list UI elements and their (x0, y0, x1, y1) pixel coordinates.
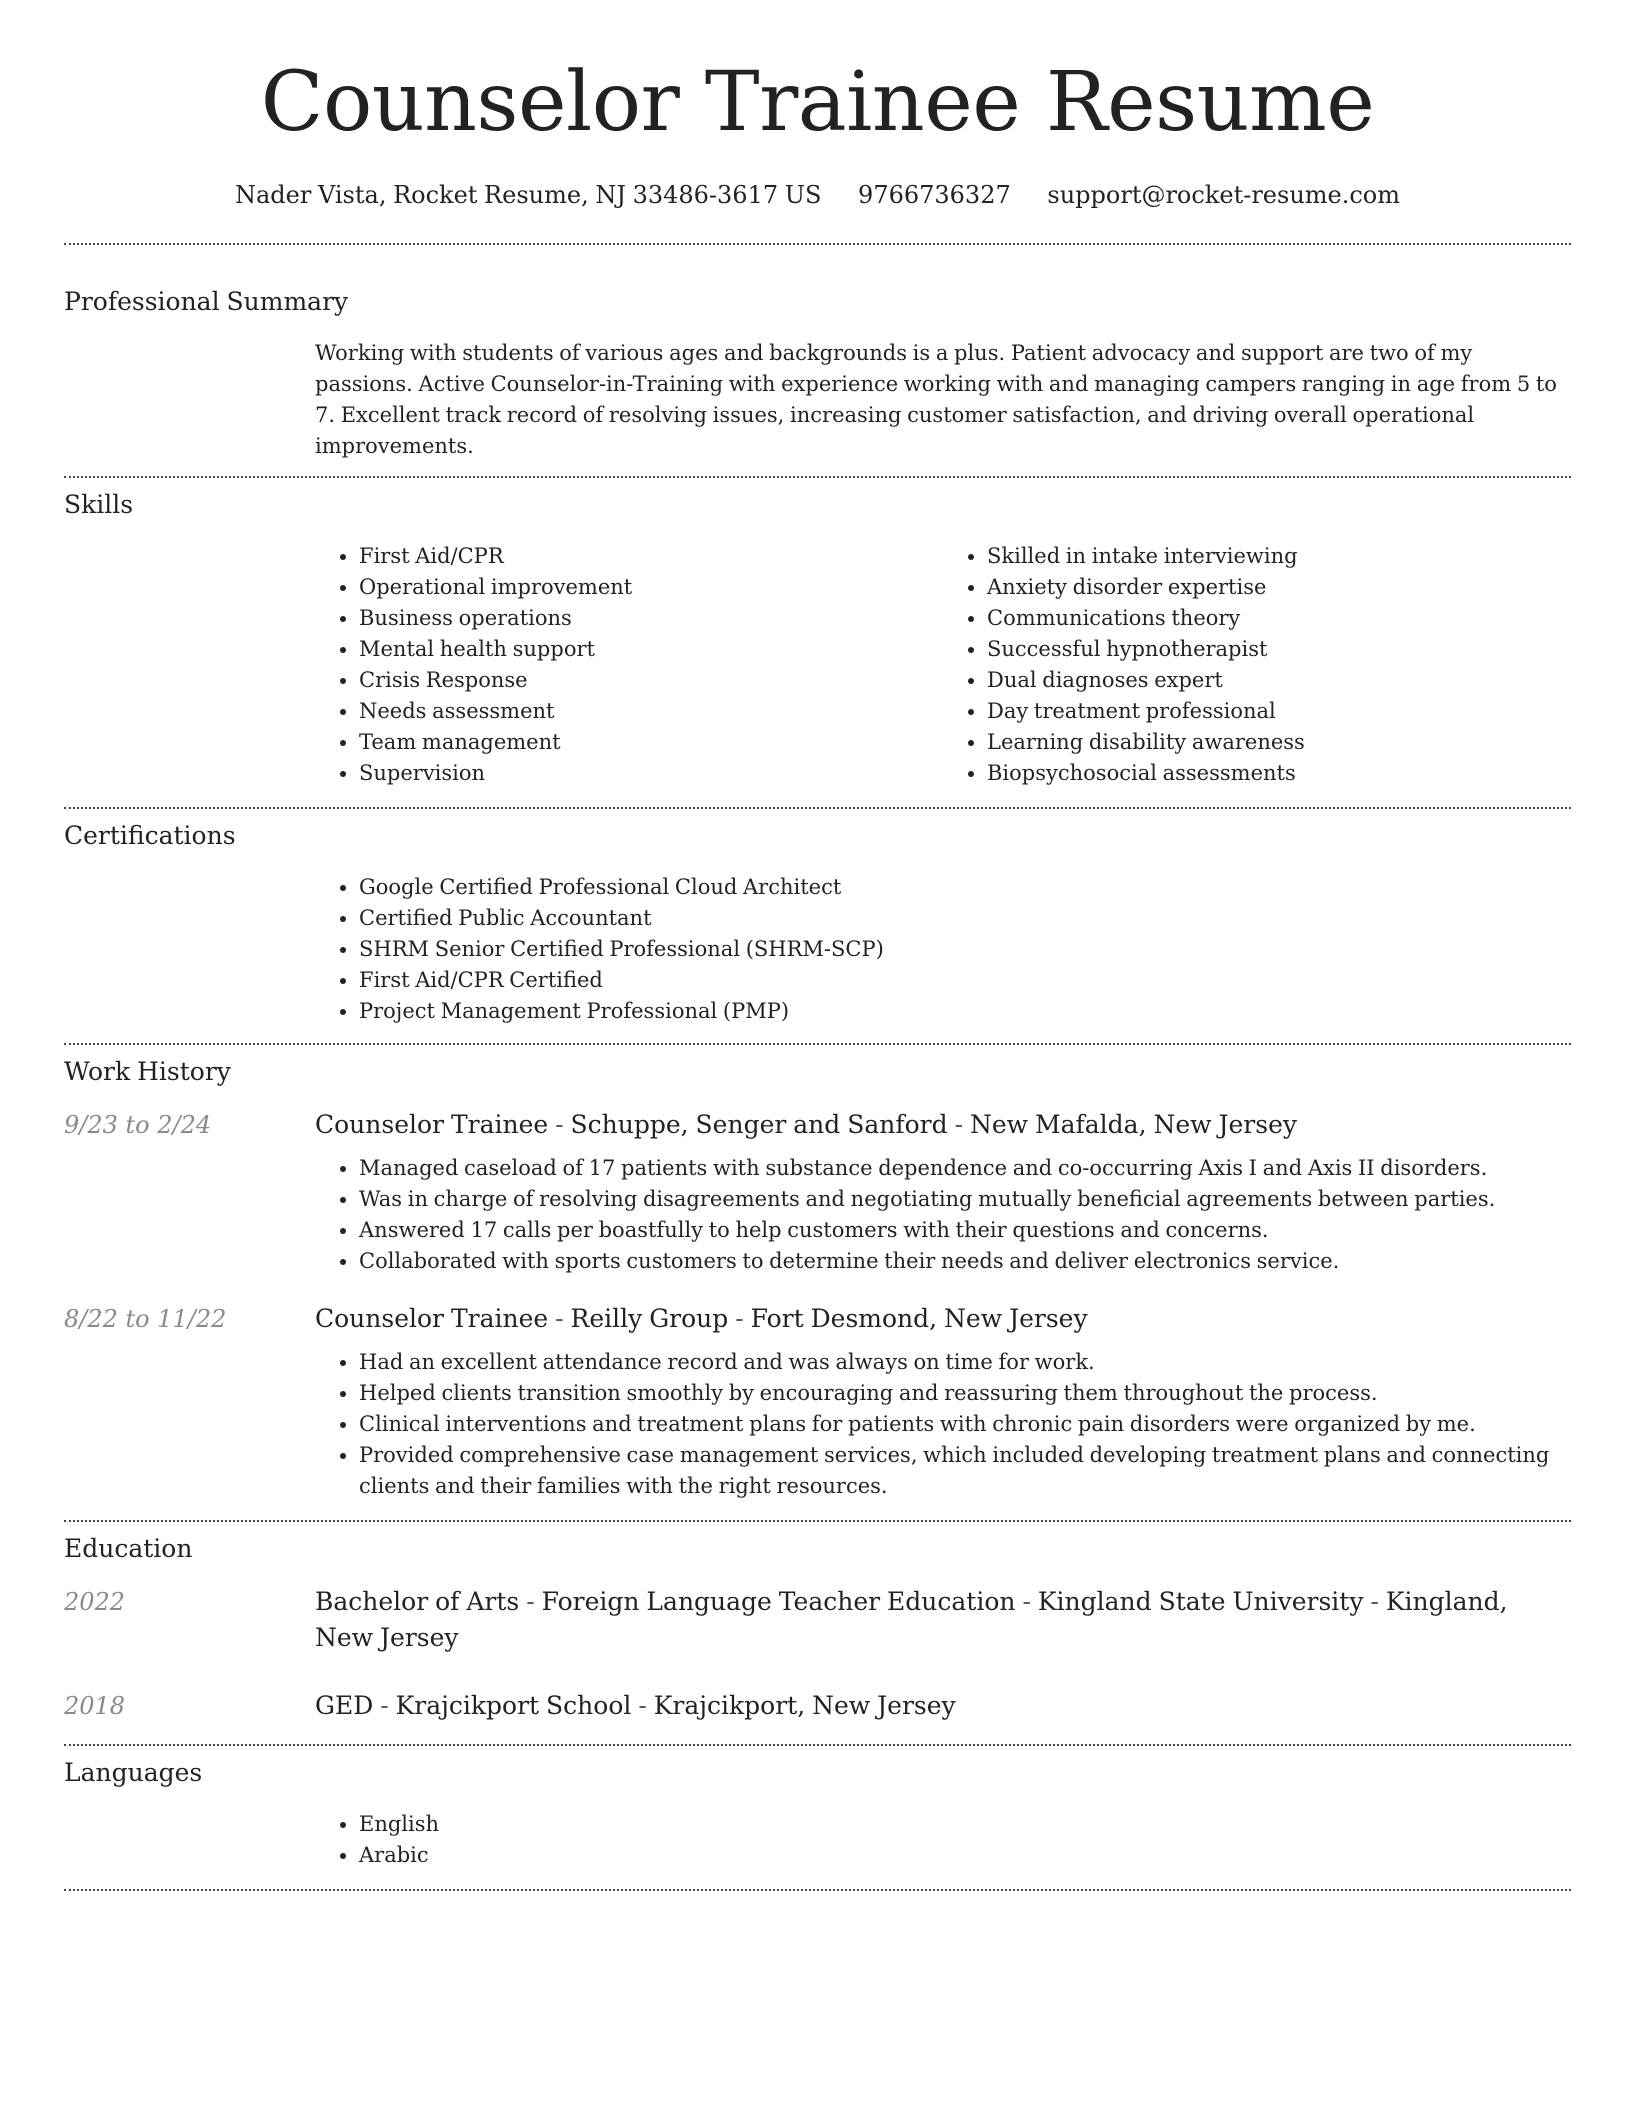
education-entry (64, 1584, 1571, 1656)
education-degree: Bachelor of Arts (315, 1587, 520, 1616)
job-bullets (315, 1153, 1571, 1277)
divider (64, 1889, 1571, 1891)
certifications-heading: Certifications (64, 821, 236, 850)
education-degree: GED (315, 1691, 374, 1720)
certification-item: • Google Certified Professional Cloud Architect (359, 872, 1571, 903)
job-title: Counselor Trainee (315, 1110, 549, 1139)
education-field: Foreign Language Teacher Education (541, 1587, 1016, 1616)
contact-address: Nader Vista, Rocket Resume, NJ 33486-3617 US (234, 181, 822, 209)
certifications-list (315, 872, 1571, 1027)
skill-item: • Crisis Response (359, 665, 943, 696)
education-header: Bachelor of Arts - Foreign Language Teacher Education - Kingland State University - Kingland, New Jersey (315, 1587, 1508, 1652)
education-header: GED - Krajcikport School - Krajcikport, New Jersey (315, 1691, 956, 1720)
education-location: Kingland, New Jersey (315, 1587, 1508, 1652)
certification-item: • Certified Public Accountant (359, 903, 1571, 934)
summary-text: Working with students of various ages and backgrounds is a plus. Patient advocacy and support are two of my passions. Active Counselor-in-Training with experience working with and managing campers ranging in age from 5 to 7. Excellent track record of resolving issues, increasing customer satisfaction, and driving overall operational improvements. (315, 341, 1557, 458)
education-year: 2018 (64, 1692, 126, 1720)
resume-page (64, 0, 1571, 1891)
skill-item: • Communications theory (987, 603, 1571, 634)
job-dates: 8/22 to 11/22 (64, 1305, 227, 1333)
languages-heading: Languages (64, 1758, 203, 1787)
job-entry (64, 1301, 1571, 1502)
job-bullet: • Provided comprehensive case management services, which included developing treatment plans and connecting clients and their families with the right resources. (359, 1440, 1571, 1502)
job-bullet: • Collaborated with sports customers to determine their needs and deliver electronics service. (359, 1246, 1571, 1277)
skill-item: • First Aid/CPR (359, 541, 943, 572)
skill-item: • Needs assessment (359, 696, 943, 727)
education-school: Krajcikport School (395, 1691, 632, 1720)
summary-section (64, 245, 1571, 462)
job-company: Reilly Group (570, 1304, 729, 1333)
language-item: • Arabic (359, 1840, 1571, 1871)
skills-heading: Skills (64, 490, 134, 519)
job-bullet: • Answered 17 calls per boastfully to help customers with their questions and concerns. (359, 1215, 1571, 1246)
job-bullet: • Was in charge of resolving disagreements and negotiating mutually beneficial agreements between parties. (359, 1184, 1571, 1215)
skills-section (64, 478, 1571, 789)
job-dates: 9/23 to 2/24 (64, 1111, 212, 1139)
contact-line (64, 178, 1571, 212)
job-bullet: • Helped clients transition smoothly by encouraging and reassuring them throughout the process. (359, 1378, 1571, 1409)
education-location: Krajcikport, New Jersey (653, 1691, 956, 1720)
education-section (64, 1522, 1571, 1724)
languages-section (64, 1746, 1571, 1871)
skills-list-right (943, 541, 1571, 789)
skill-item: • Biopsychosocial assessments (987, 758, 1571, 789)
skill-item: • Day treatment professional (987, 696, 1571, 727)
job-company: Schuppe, Senger and Sanford (570, 1110, 948, 1139)
work-section (64, 1045, 1571, 1502)
education-school: Kingland State University (1037, 1587, 1364, 1616)
skill-item: • Learning disability awareness (987, 727, 1571, 758)
skills-list-left (315, 541, 943, 789)
job-entry (64, 1107, 1571, 1277)
job-bullet: • Had an excellent attendance record and was always on time for work. (359, 1347, 1571, 1378)
skill-item: • Anxiety disorder expertise (987, 572, 1571, 603)
education-year: 2022 (64, 1588, 126, 1616)
certification-item: • First Aid/CPR Certified (359, 965, 1571, 996)
skill-item: • Mental health support (359, 634, 943, 665)
skill-item: • Team management (359, 727, 943, 758)
job-location: Fort Desmond, New Jersey (750, 1304, 1088, 1333)
job-bullet: • Clinical interventions and treatment plans for patients with chronic pain disorders were organized by me. (359, 1409, 1571, 1440)
resume-title: Counselor Trainee Resume (260, 55, 1375, 150)
job-location: New Mafalda, New Jersey (969, 1110, 1297, 1139)
skill-item: • Successful hypnotherapist (987, 634, 1571, 665)
language-item: • English (359, 1809, 1571, 1840)
languages-list (315, 1809, 1571, 1871)
work-heading: Work History (64, 1057, 231, 1086)
education-heading: Education (64, 1534, 193, 1563)
summary-heading: Professional Summary (64, 287, 349, 316)
job-header: Counselor Trainee - Reilly Group - Fort Desmond, New Jersey (315, 1304, 1088, 1333)
education-entry (64, 1688, 1571, 1724)
certification-item: • SHRM Senior Certified Professional (SHRM-SCP) (359, 934, 1571, 965)
job-title: Counselor Trainee (315, 1304, 549, 1333)
skill-item: • Dual diagnoses expert (987, 665, 1571, 696)
skill-item: • Supervision (359, 758, 943, 789)
skill-item: • Operational improvement (359, 572, 943, 603)
job-bullets (315, 1347, 1571, 1502)
contact-phone: 9766736327 (858, 181, 1011, 209)
skill-item: • Skilled in intake interviewing (987, 541, 1571, 572)
certification-item: • Project Management Professional (PMP) (359, 996, 1571, 1027)
job-header: Counselor Trainee - Schuppe, Senger and Sanford - New Mafalda, New Jersey (315, 1110, 1297, 1139)
contact-email: support@rocket-resume.com (1047, 181, 1401, 209)
job-bullet: • Managed caseload of 17 patients with substance dependence and co-occurring Axis I and Axis II disorders. (359, 1153, 1571, 1184)
skill-item: • Business operations (359, 603, 943, 634)
certifications-section (64, 809, 1571, 1027)
